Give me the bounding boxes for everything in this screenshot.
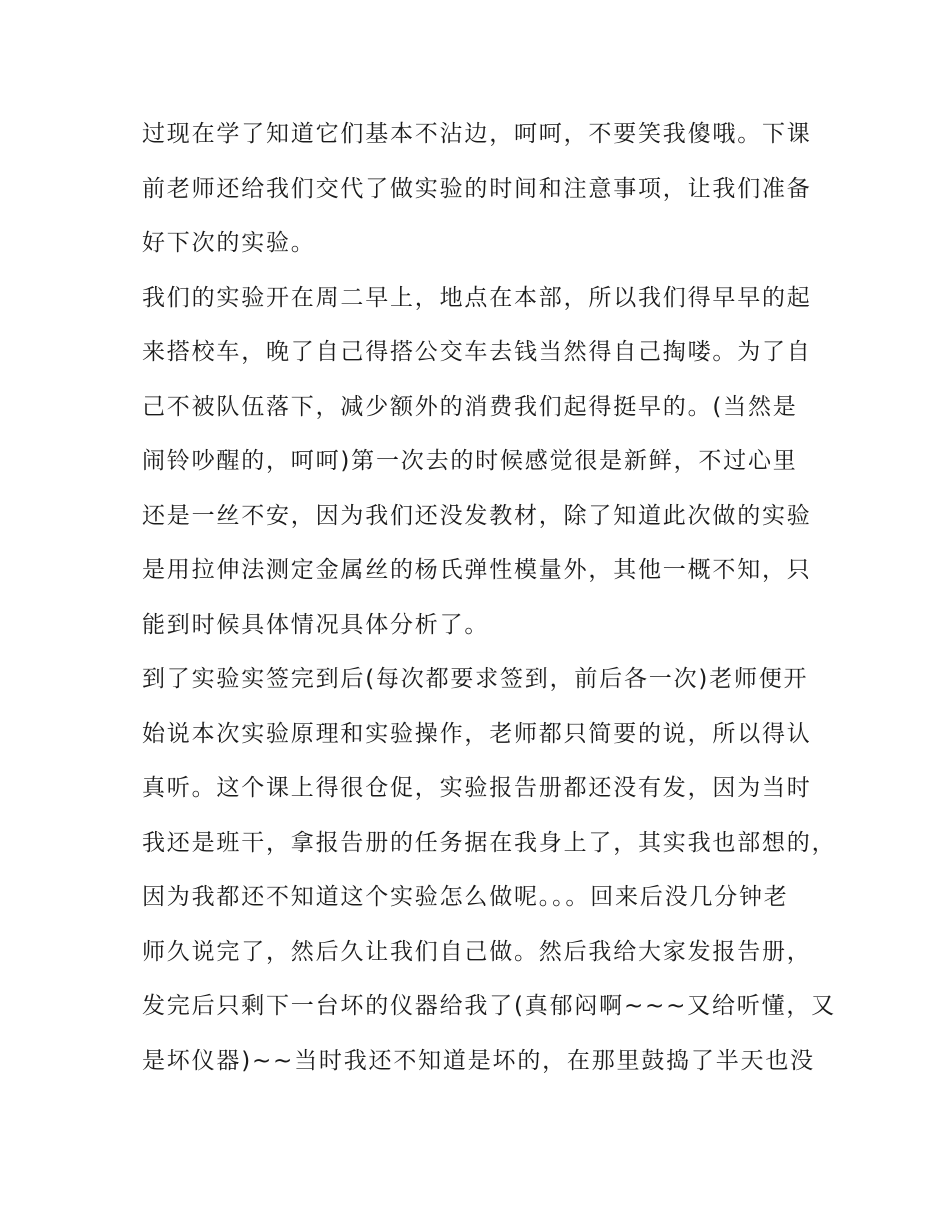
text-line: 好下次的实验。 (142, 230, 316, 256)
text-line: 发完后只剩下一台坏的仪器给我了(真郁闷啊~~~又给听懂，又 (142, 993, 836, 1019)
text-line: 前老师还给我们交代了做实验的时间和注意事项，让我们准备 (142, 175, 812, 202)
text-line: 己不被队伍落下，减少额外的消费我们起得挺早的。(当然是 (142, 393, 798, 420)
text-line: 我还是班干，拿报告册的任务据在我身上了，其实我也部想的， (142, 829, 837, 856)
text-line: 真听。这个课上得很仓促，实验报告册都还没有发，因为当时 (142, 775, 812, 801)
text-line: 是用拉伸法测定金属丝的杨氏弹性模量外，其他一概不知，只 (142, 557, 812, 583)
text-line: 到了实验实签完到后(每次都要求签到，前后各一次)老师便开 (142, 666, 809, 692)
text-line: 过现在学了知道它们基本不沾边，呵呵，不要笑我傻哦。下课 (142, 121, 812, 147)
text-line: 还是一丝不安，因为我们还没发教材，除了知道此次做的实验 (142, 502, 812, 529)
text-line: 能到时候具体情况具体分析了。 (142, 611, 490, 638)
text-line: 闹铃吵醒的，呵呵)第一次去的时候感觉很是新鲜，不过心里 (142, 448, 798, 474)
text-line: 师久说完了，然后久让我们自己做。然后我给大家发报告册， (142, 938, 812, 965)
text-line: 始说本次实验原理和实验操作，老师都只简要的说，所以得认 (142, 720, 812, 747)
text-line: 因为我都还不知道这个实验怎么做呢。。。回来后没几分钟老 (142, 884, 789, 910)
text-line: 是坏仪器)~~当时我还不知道是坏的，在那里鼓捣了半天也没 (142, 1047, 815, 1074)
body-text (142, 107, 837, 1088)
text-line: 来搭校车，晚了自己得搭公交车去钱当然得自己掏喽。为了自 (142, 339, 812, 365)
text-line: 我们的实验开在周二早上，地点在本部，所以我们得早早的起 (142, 284, 812, 311)
